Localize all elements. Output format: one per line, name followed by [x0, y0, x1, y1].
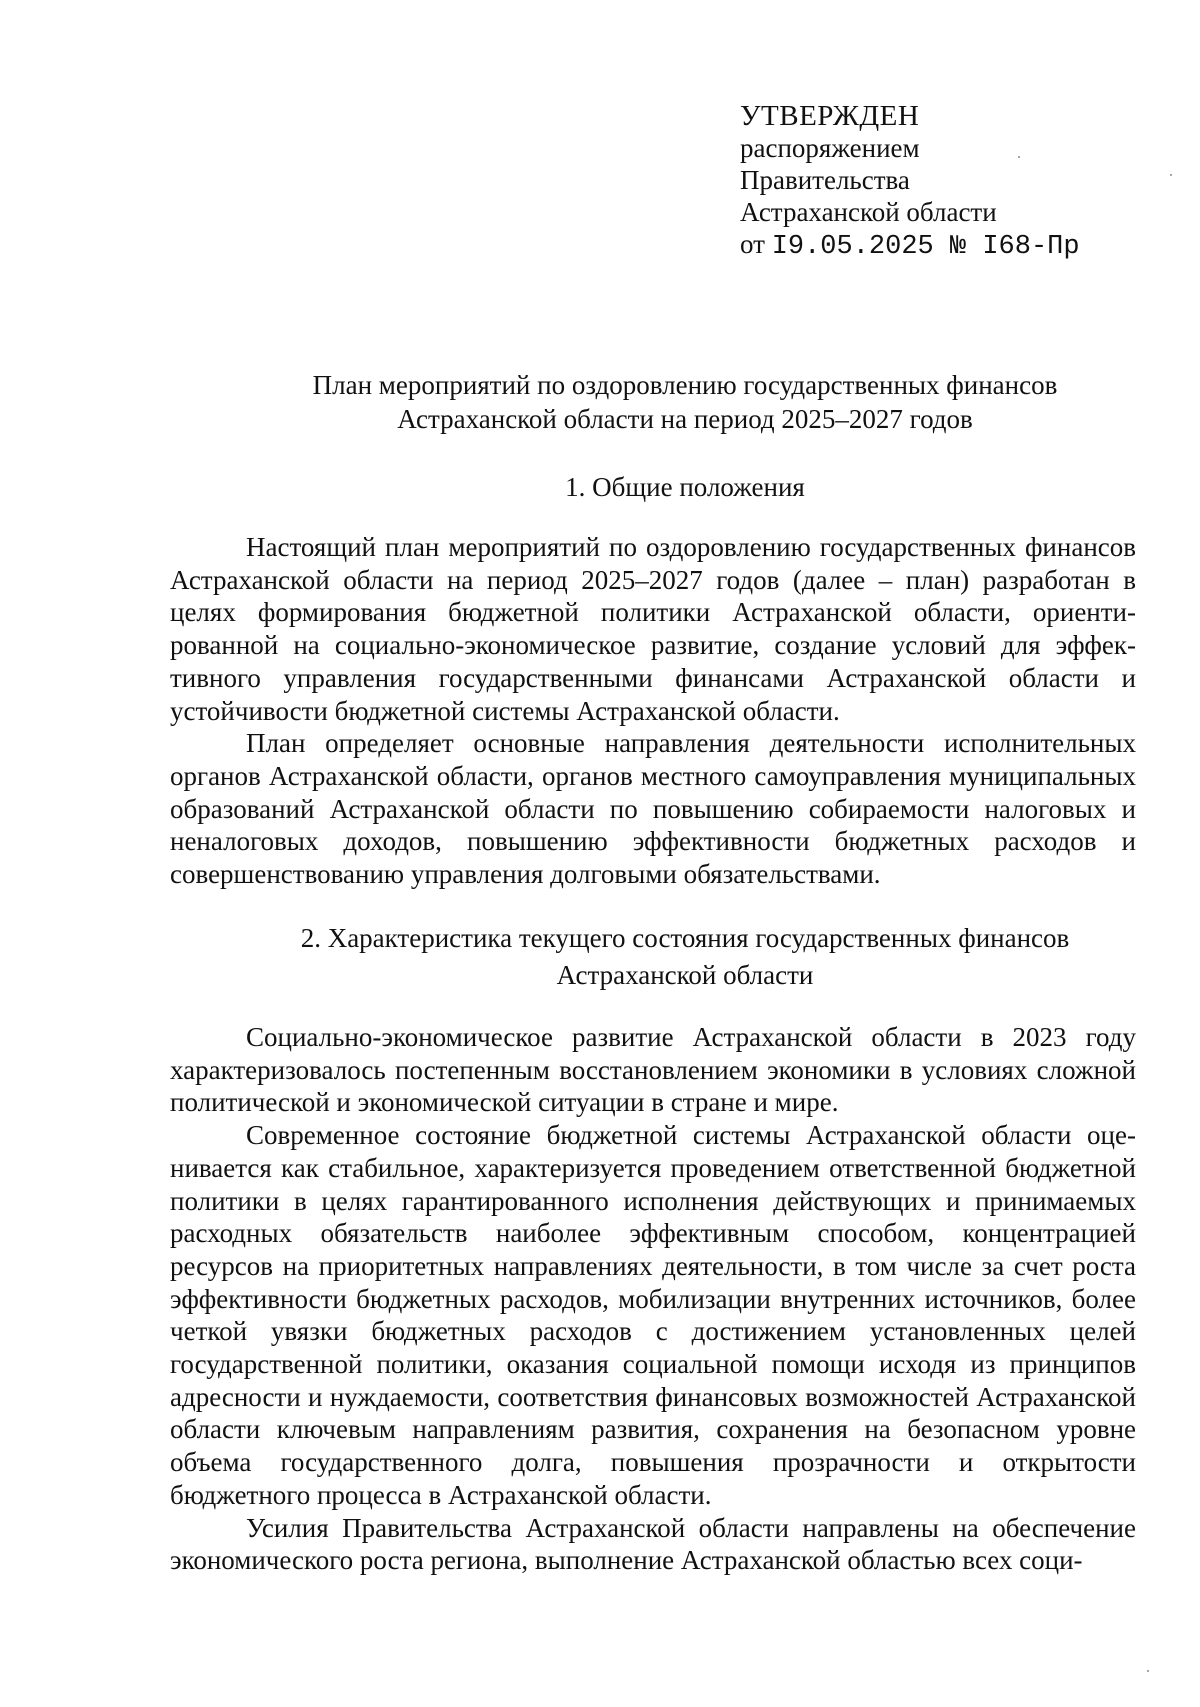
paragraph: Усилия Правительства Астраханской области направлены на обеспечение экономического роста региона, выполнение Астраханской областью всех соци- — [170, 1512, 1136, 1576]
approval-date-number: I9.05.2025 № I68-Пр — [771, 232, 1080, 262]
paragraph: Современное состояние бюджетной системы Астраханской области оценивается как стабильное, характеризуется проведением ответственной бюджетной политики в целях гарантированного исполнения действующих и принимаемых расходных обязательств наиболее эффективным способом, концентрацией ресурсов на приоритетных направлениях деятельности, в том числе за счет роста эффективности бюджетных расходов, мобилизации внутренних источников, более четкой увязки бюджетных расходов с достижением установленных целей государственной политики, оказания социальной помощи исходя из принципов адресности и нуждаемости, соответствия финансовых возможностей Астраханской области ключевым направлениям развития, сохранения на безопасном уровне объема государственного долга, повышения прозрачности и открытости бюджетного процесса в Астраханской области. — [170, 1120, 1136, 1510]
paragraph: План определяет основные направления деятельности исполнительных органов Астраханской области, органов местного самоуправления муниципальных образований Астраханской области по повышению собираемости налоговых и неналоговых доходов, повышению эффективности бюджетных расходов и совершенствованию управления долговыми обязательствами. — [170, 728, 1136, 890]
approval-date-prefix: от — [740, 229, 765, 259]
section-heading — [170, 920, 1200, 994]
approval-line: Правительства — [740, 165, 910, 195]
paragraph: Настоящий план мероприятий по оздоровлению государственных финансов Астраханской области на период 2025–2027 годов (далее – план) разработан в целях формирования бюджетной политики Астраханской области, ориентированной на социально-экономическое развитие, создание условий для эффективного управления государственными финансами Астраханской области и устойчивости бюджетной системы Астраханской области. — [170, 532, 1136, 726]
approval-stamp — [740, 100, 1080, 263]
scan-speck — [1147, 1670, 1149, 1672]
section-heading-text: 2. Характеристика текущего состояния государственных финансов — [300, 923, 1070, 953]
document-title — [170, 368, 1200, 436]
document-title-line: Астраханской области на период 2025–2027 годов — [397, 404, 973, 434]
paragraph: Социально-экономическое развитие Астраханской области в 2023 году характеризовалось постепенным восстановлением экономики в условиях сложной политической и экономической ситуации в стране и мире. — [170, 1022, 1136, 1118]
approval-line: распоряжением — [740, 133, 920, 163]
scan-speck — [1018, 156, 1020, 158]
section-body — [170, 531, 1136, 891]
section-body — [170, 1021, 1136, 1577]
approval-date-line — [740, 228, 1080, 263]
document-title-line: План мероприятий по оздоровлению государственных финансов — [312, 370, 1058, 400]
scan-speck — [1170, 174, 1172, 176]
approval-line: Астраханской области — [740, 197, 997, 227]
section-heading — [170, 469, 1200, 506]
section-heading-text: Астраханской области — [556, 960, 814, 990]
approval-heading: УТВЕРЖДЕН — [740, 100, 920, 132]
section-heading-text: 1. Общие положения — [565, 472, 805, 502]
